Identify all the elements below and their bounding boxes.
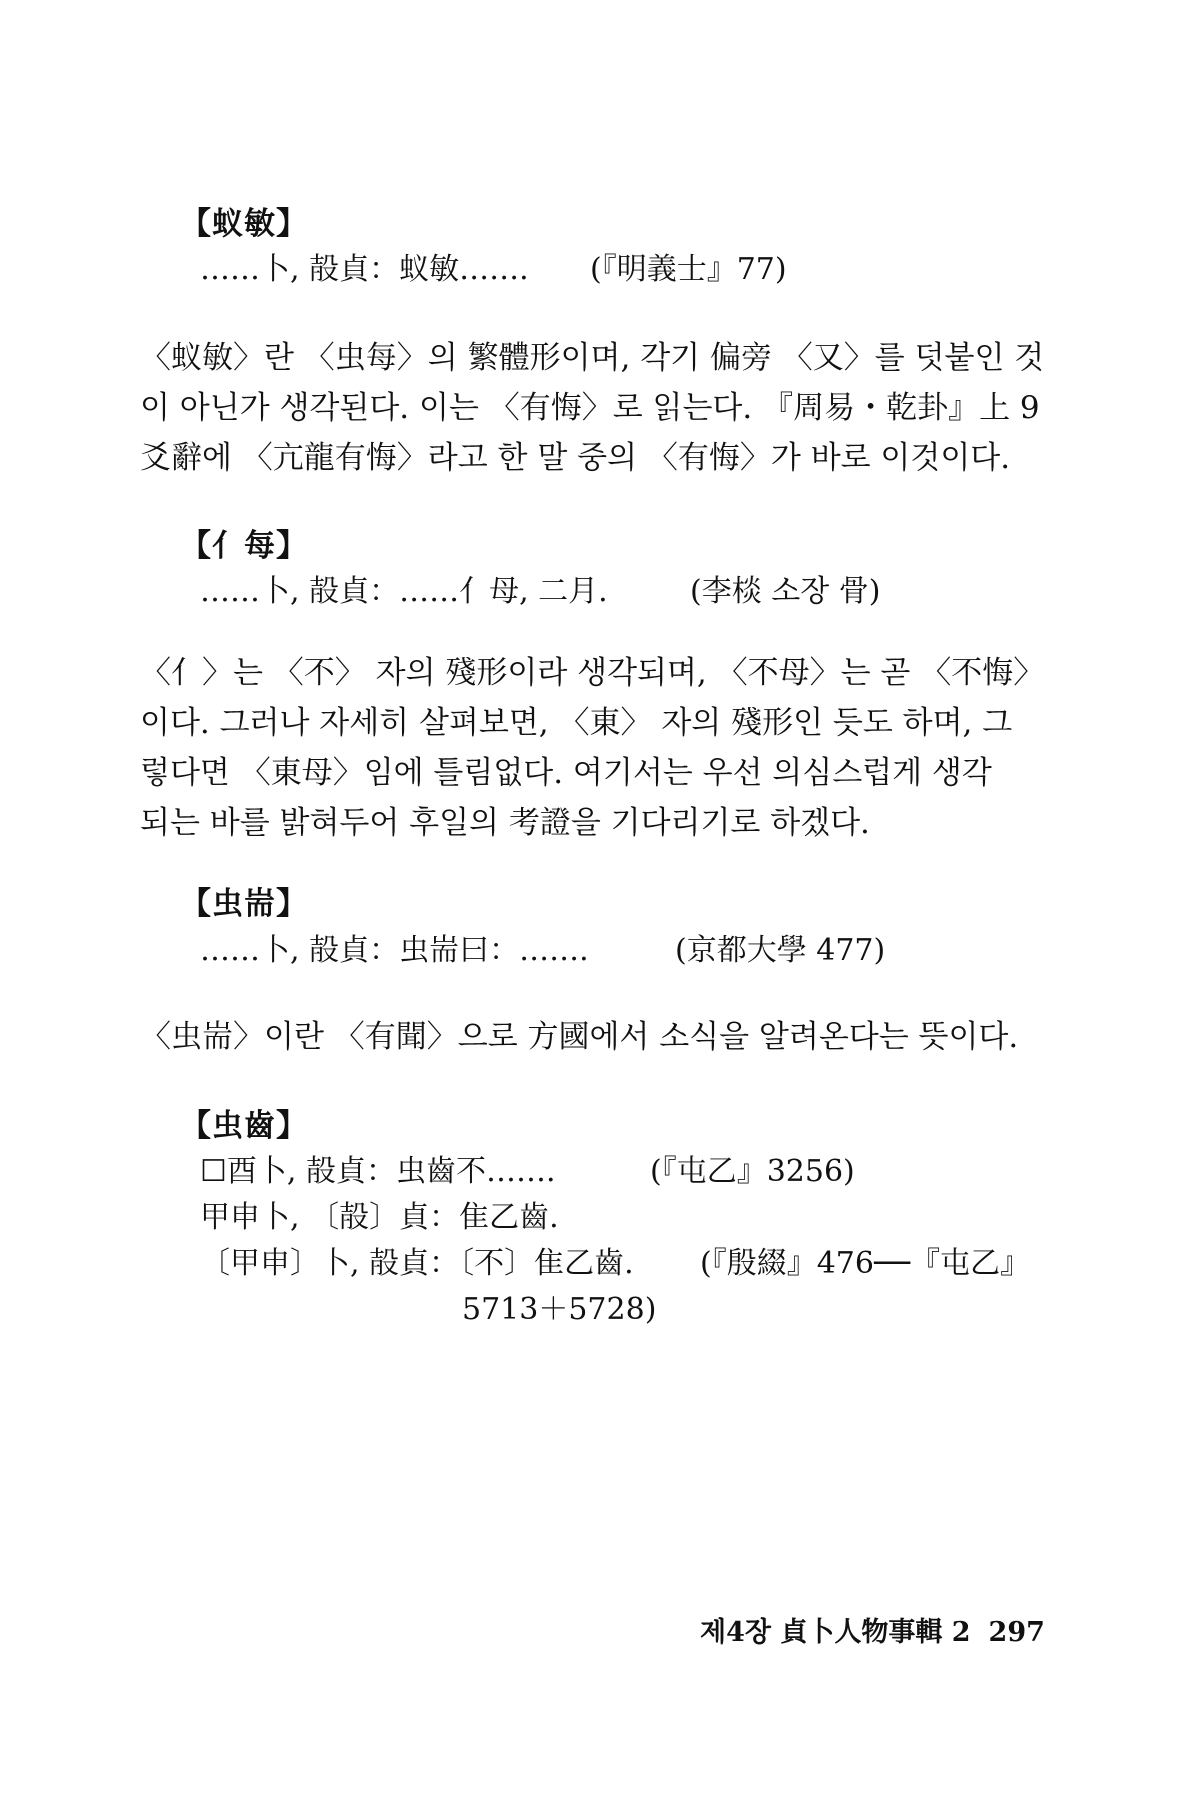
commentary-paragraph (140, 648, 1045, 848)
paragraph-line: 렇다면 〈東母〉임에 틀림없다. 여기서는 우선 의심스럽게 생각 (140, 755, 992, 791)
inscription-source: (『明義士』77) (590, 252, 787, 287)
inscription-source: (京都大學 477) (675, 933, 886, 968)
paragraph-line: 이 아닌가 생각된다. 이는 〈有悔〉로 읽는다. 『周易・乾卦』上 9 (140, 390, 1040, 426)
section-heading: 【虫耑】 (180, 886, 308, 922)
inscription-quote: 甲申卜, 〔㱿〕貞：隹乙齒. (200, 1200, 559, 1235)
chapter-title: 제4장 貞卜人物事輯 2 (700, 1617, 971, 1648)
inscription-quote: ……卜, 㱿貞：虫耑曰：……. (200, 933, 589, 968)
inscription-source: (李棪 소장 骨) (690, 574, 881, 609)
paragraph-line: 이다. 그러나 자세히 살펴보면, 〈東〉 자의 殘形인 듯도 하며, 그 (140, 705, 1013, 741)
running-footer (700, 1610, 1045, 1649)
inscription-quote: ……卜, 㱿貞：……⺅母, 二月. (200, 574, 608, 609)
inscription-source-continuation: 5713＋5728) (462, 1292, 657, 1327)
inscription-source: (『屯乙』3256) (650, 1154, 855, 1189)
section-heading: 【蚁敏】 (180, 206, 308, 242)
inscription-quote: 〔甲申〕卜, 㱿貞：〔不〕隹乙齒. (200, 1246, 634, 1281)
inscription-quote: ☐酉卜, 㱿貞：虫齒不……. (200, 1154, 556, 1189)
section-heading: 【⺅每】 (180, 528, 308, 564)
commentary-paragraph (140, 1012, 1040, 1062)
commentary-paragraph (140, 333, 1045, 483)
page-number: 297 (988, 1617, 1045, 1648)
inscription-source: (『殷綴』476──『屯乙』 (700, 1246, 1031, 1281)
paragraph-line: 〈⺅〉는 〈不〉 자의 殘形이라 생각되며, 〈不母〉는 곧 〈不悔〉 (140, 655, 1045, 691)
inscription-quote: ……卜, 㱿貞：蚁敏……. (200, 252, 529, 287)
paragraph-line: 〈蚁敏〉란 〈虫每〉의 繁體形이며, 각기 偏旁 〈又〉를 덧붙인 것 (140, 340, 1045, 376)
section-heading: 【虫齒】 (180, 1108, 308, 1144)
paragraph-line: 爻辭에 〈亢龍有悔〉라고 한 말 중의 〈有悔〉가 바로 이것이다. (140, 440, 1011, 476)
paragraph-line: 되는 바를 밝혀두어 후일의 考證을 기다리기로 하겠다. (140, 805, 870, 841)
paragraph-line: 〈虫耑〉이란 〈有聞〉으로 方國에서 소식을 알려온다는 뜻이다. (140, 1019, 1019, 1055)
